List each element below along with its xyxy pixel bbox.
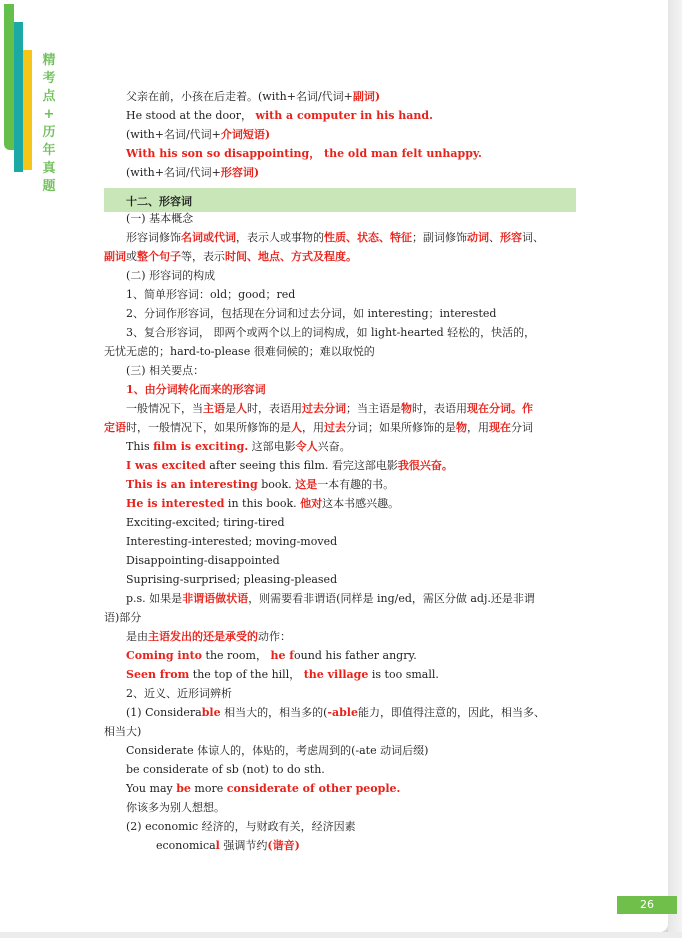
body-text: He stood at the door， [126, 109, 256, 122]
text-line [126, 269, 215, 283]
text-line [126, 383, 266, 397]
text-line [126, 516, 285, 530]
highlight-text: 名词或代词 [181, 231, 236, 244]
body-text: the room， [202, 649, 271, 662]
text-line [104, 345, 375, 359]
text-line [126, 763, 325, 777]
text-line [126, 687, 232, 701]
highlight-text: (谐音) [267, 839, 300, 852]
highlight-text: the village [303, 668, 369, 681]
text-line [126, 147, 482, 161]
body-text: more [190, 782, 227, 795]
body-text: Considerate 体谅人的，体贴的，考虑周到的(-ate 动词后缀) [126, 744, 429, 757]
highlight-text: Coming into [126, 649, 203, 662]
text-line [126, 801, 225, 815]
highlight-text: With his son so disappointing， the old man felt unhappy. [126, 147, 482, 160]
side-title-char: 真 [42, 161, 56, 176]
body-text: 2、近义、近形词辨析 [126, 687, 232, 700]
text-line [126, 166, 259, 180]
body-text: 时，表语用 [412, 402, 467, 415]
body-text: (2) economic 经济的，与财政有关，经济因素 [126, 820, 356, 833]
body-text: 相当大) [104, 725, 142, 738]
highlight-text: 现在分词。作 [467, 402, 533, 415]
highlight-text: 主语 [203, 402, 225, 415]
body-text: (二) 形容词的构成 [126, 269, 216, 282]
text-line [126, 288, 295, 302]
body-text: after seeing this film. 看完这部电影 [205, 459, 398, 472]
text-line [126, 497, 399, 511]
body-text: (三) 相关要点： [126, 364, 205, 377]
text-line [126, 630, 291, 644]
body-text: is too small. [368, 668, 439, 681]
text-line [126, 554, 280, 568]
highlight-text: 定语 [104, 421, 126, 434]
text-line [126, 128, 270, 142]
body-text: ound his father angry. [294, 649, 417, 662]
body-text: 1、简单形容词：old；good；red [126, 288, 296, 301]
text-line [126, 649, 417, 663]
body-text: ，用 [302, 421, 324, 434]
highlight-text: 副词) [352, 90, 381, 103]
text-line [126, 478, 394, 492]
body-text: 语)部分 [104, 611, 142, 624]
highlight-text: 非谓语做状语 [182, 592, 249, 605]
body-text: 是由 [126, 630, 148, 643]
body-text: 一本有趣的书。 [317, 478, 395, 491]
body-text: 词、 [522, 231, 544, 244]
body-text: 时，表语用 [247, 402, 302, 415]
highlight-text: 人 [291, 421, 302, 434]
decor-bar-green [4, 4, 14, 150]
highlight-text: 物 [401, 402, 412, 415]
body-text: You may [126, 782, 177, 795]
body-text: 父亲在前，小孩在后走着。(with+名词/代词+ [126, 90, 353, 103]
text-line [126, 231, 544, 245]
body-text: 这本书感兴趣。 [322, 497, 400, 510]
highlight-text: 我很兴奋。 [397, 459, 453, 472]
text-line [126, 307, 496, 321]
body-text: 你该多为别人想想。 [126, 801, 225, 814]
text-line [126, 109, 433, 123]
highlight-text: 过去分词 [302, 402, 346, 415]
body-text: the top of the hill， [189, 668, 304, 681]
side-title-char: 历 [42, 125, 56, 140]
highlight-text: This is an interesting [126, 478, 258, 491]
text-line [126, 820, 356, 834]
body-text: ；当主语是 [346, 402, 401, 415]
highlight-text: 整个句子 [137, 250, 181, 263]
body-text: 强调节约 [219, 839, 268, 852]
body-text: 是 [225, 402, 236, 415]
text-line [126, 440, 351, 454]
body-text: 这部电影 [248, 440, 296, 453]
highlight-text: 动词 [467, 231, 489, 244]
body-text: 分词 [511, 421, 533, 434]
section-heading: 十二、形容词 [126, 195, 192, 208]
highlight-text: 介词短语) [220, 128, 271, 141]
text-line [126, 212, 193, 226]
body-text: (with+名词/代词+ [126, 166, 221, 179]
text-line [126, 668, 439, 682]
body-text: 、 [489, 231, 500, 244]
body-text: 一般情况下，当 [126, 402, 203, 415]
highlight-text: 人 [236, 402, 247, 415]
page-shadow-bottom [0, 932, 682, 938]
highlight-text: -able [327, 706, 358, 719]
body-text: p.s. 如果是 [126, 592, 183, 605]
side-title-char: 考 [42, 71, 56, 86]
body-text: Suprising-surprised; pleasing-pleased [126, 573, 338, 586]
text-line [126, 535, 337, 549]
body-text: 形容词修饰 [126, 231, 181, 244]
highlight-text: 令人 [295, 440, 318, 453]
text-line [104, 611, 141, 625]
body-text: 相当大的，相当多的( [220, 706, 328, 719]
page-number: 26 [617, 896, 677, 914]
body-text: Interesting-interested; moving-moved [126, 535, 338, 548]
body-text: ，表示人或事物的 [236, 231, 324, 244]
text-line [104, 250, 357, 264]
highlight-text: 物 [456, 421, 467, 434]
text-line [126, 782, 400, 796]
highlight-text: ble [201, 706, 221, 719]
decor-bar-yellow [23, 50, 32, 170]
highlight-text: 1、由分词转化而来的形容词 [126, 383, 266, 396]
side-title-char: 题 [42, 179, 56, 194]
highlight-text: 过去 [324, 421, 346, 434]
highlight-text: 性质、状态、特征 [324, 231, 412, 244]
text-line [126, 459, 453, 473]
text-line [104, 725, 141, 739]
body-text: ，用 [467, 421, 489, 434]
highlight-text: 时间、地点、方式及程度。 [225, 250, 357, 263]
highlight-text: He is interested [126, 497, 225, 510]
body-text: 2、分词作形容词，包括现在分词和过去分词，如 interesting；interested [126, 307, 497, 320]
side-title-char: 精 [42, 53, 56, 68]
body-text: 兴奋。 [317, 440, 351, 453]
text-line [104, 421, 533, 435]
side-title-char: + [43, 107, 55, 122]
highlight-text: 形容词) [220, 166, 260, 179]
body-text: be considerate of sb (not) to do sth. [126, 763, 325, 776]
highlight-text: 副词 [104, 250, 126, 263]
body-text: economica [156, 839, 216, 852]
text-line [126, 326, 535, 340]
body-text: 等，表示 [181, 250, 225, 263]
body-text: 时，一般情况下，如果所修饰的是 [126, 421, 291, 434]
text-line [126, 90, 380, 104]
body-text: This [126, 440, 154, 453]
body-text: 能力，即值得注意的，因此，相当多、 [357, 706, 545, 719]
highlight-text: l [215, 839, 220, 852]
body-text: 动作： [258, 630, 291, 643]
highlight-text: 形容 [500, 231, 522, 244]
text-line [126, 592, 535, 606]
text-line [126, 364, 204, 378]
highlight-text: 现在 [489, 421, 511, 434]
text-line [126, 573, 337, 587]
body-text: in this book. [224, 497, 301, 510]
body-text: (一) 基本概念 [126, 212, 194, 225]
body-text: (1) Considera [126, 706, 202, 719]
highlight-text: he f [270, 649, 295, 662]
body-text: 无忧无虑的；hard-to-please 很难伺候的；难以取悦的 [104, 345, 375, 358]
side-title-char: 年 [42, 143, 56, 158]
text-line [126, 744, 428, 758]
body-text: 或 [126, 250, 137, 263]
highlight-text: with a computer in his hand. [255, 109, 433, 122]
highlight-text: be [176, 782, 191, 795]
body-text: ，则需要看非谓语(同样是 ing/ed，需区分做 adj.还是非谓 [248, 592, 535, 605]
body-text: 分词；如果所修饰的是 [346, 421, 456, 434]
highlight-text: Seen from [126, 668, 190, 681]
body-text: Disappointing-disappointed [126, 554, 280, 567]
text-line [126, 706, 545, 720]
page-shadow-right [668, 0, 682, 938]
highlight-text: 主语发出的还是承受的 [148, 630, 258, 643]
body-text: 3、复合形容词， 即两个或两个以上的词构成，如 light-hearted 轻松的，快活的， [126, 326, 536, 339]
highlight-text: film is exciting. [153, 440, 249, 453]
body-text: book. [257, 478, 296, 491]
highlight-text: I was excited [126, 459, 206, 472]
side-title-char: 点 [42, 89, 56, 104]
highlight-text: considerate of other people. [226, 782, 401, 795]
section-heading-bar [104, 188, 576, 212]
body-text: (with+名词/代词+ [126, 128, 221, 141]
body-text: ；副词修饰 [412, 231, 467, 244]
body-text: Exciting-excited; tiring-tired [126, 516, 285, 529]
decor-bar-teal [14, 22, 23, 172]
highlight-text: 他对 [300, 497, 323, 510]
highlight-text: 这是 [295, 478, 318, 491]
text-line [156, 839, 300, 853]
side-title-vertical [40, 52, 58, 196]
text-line [126, 402, 533, 416]
